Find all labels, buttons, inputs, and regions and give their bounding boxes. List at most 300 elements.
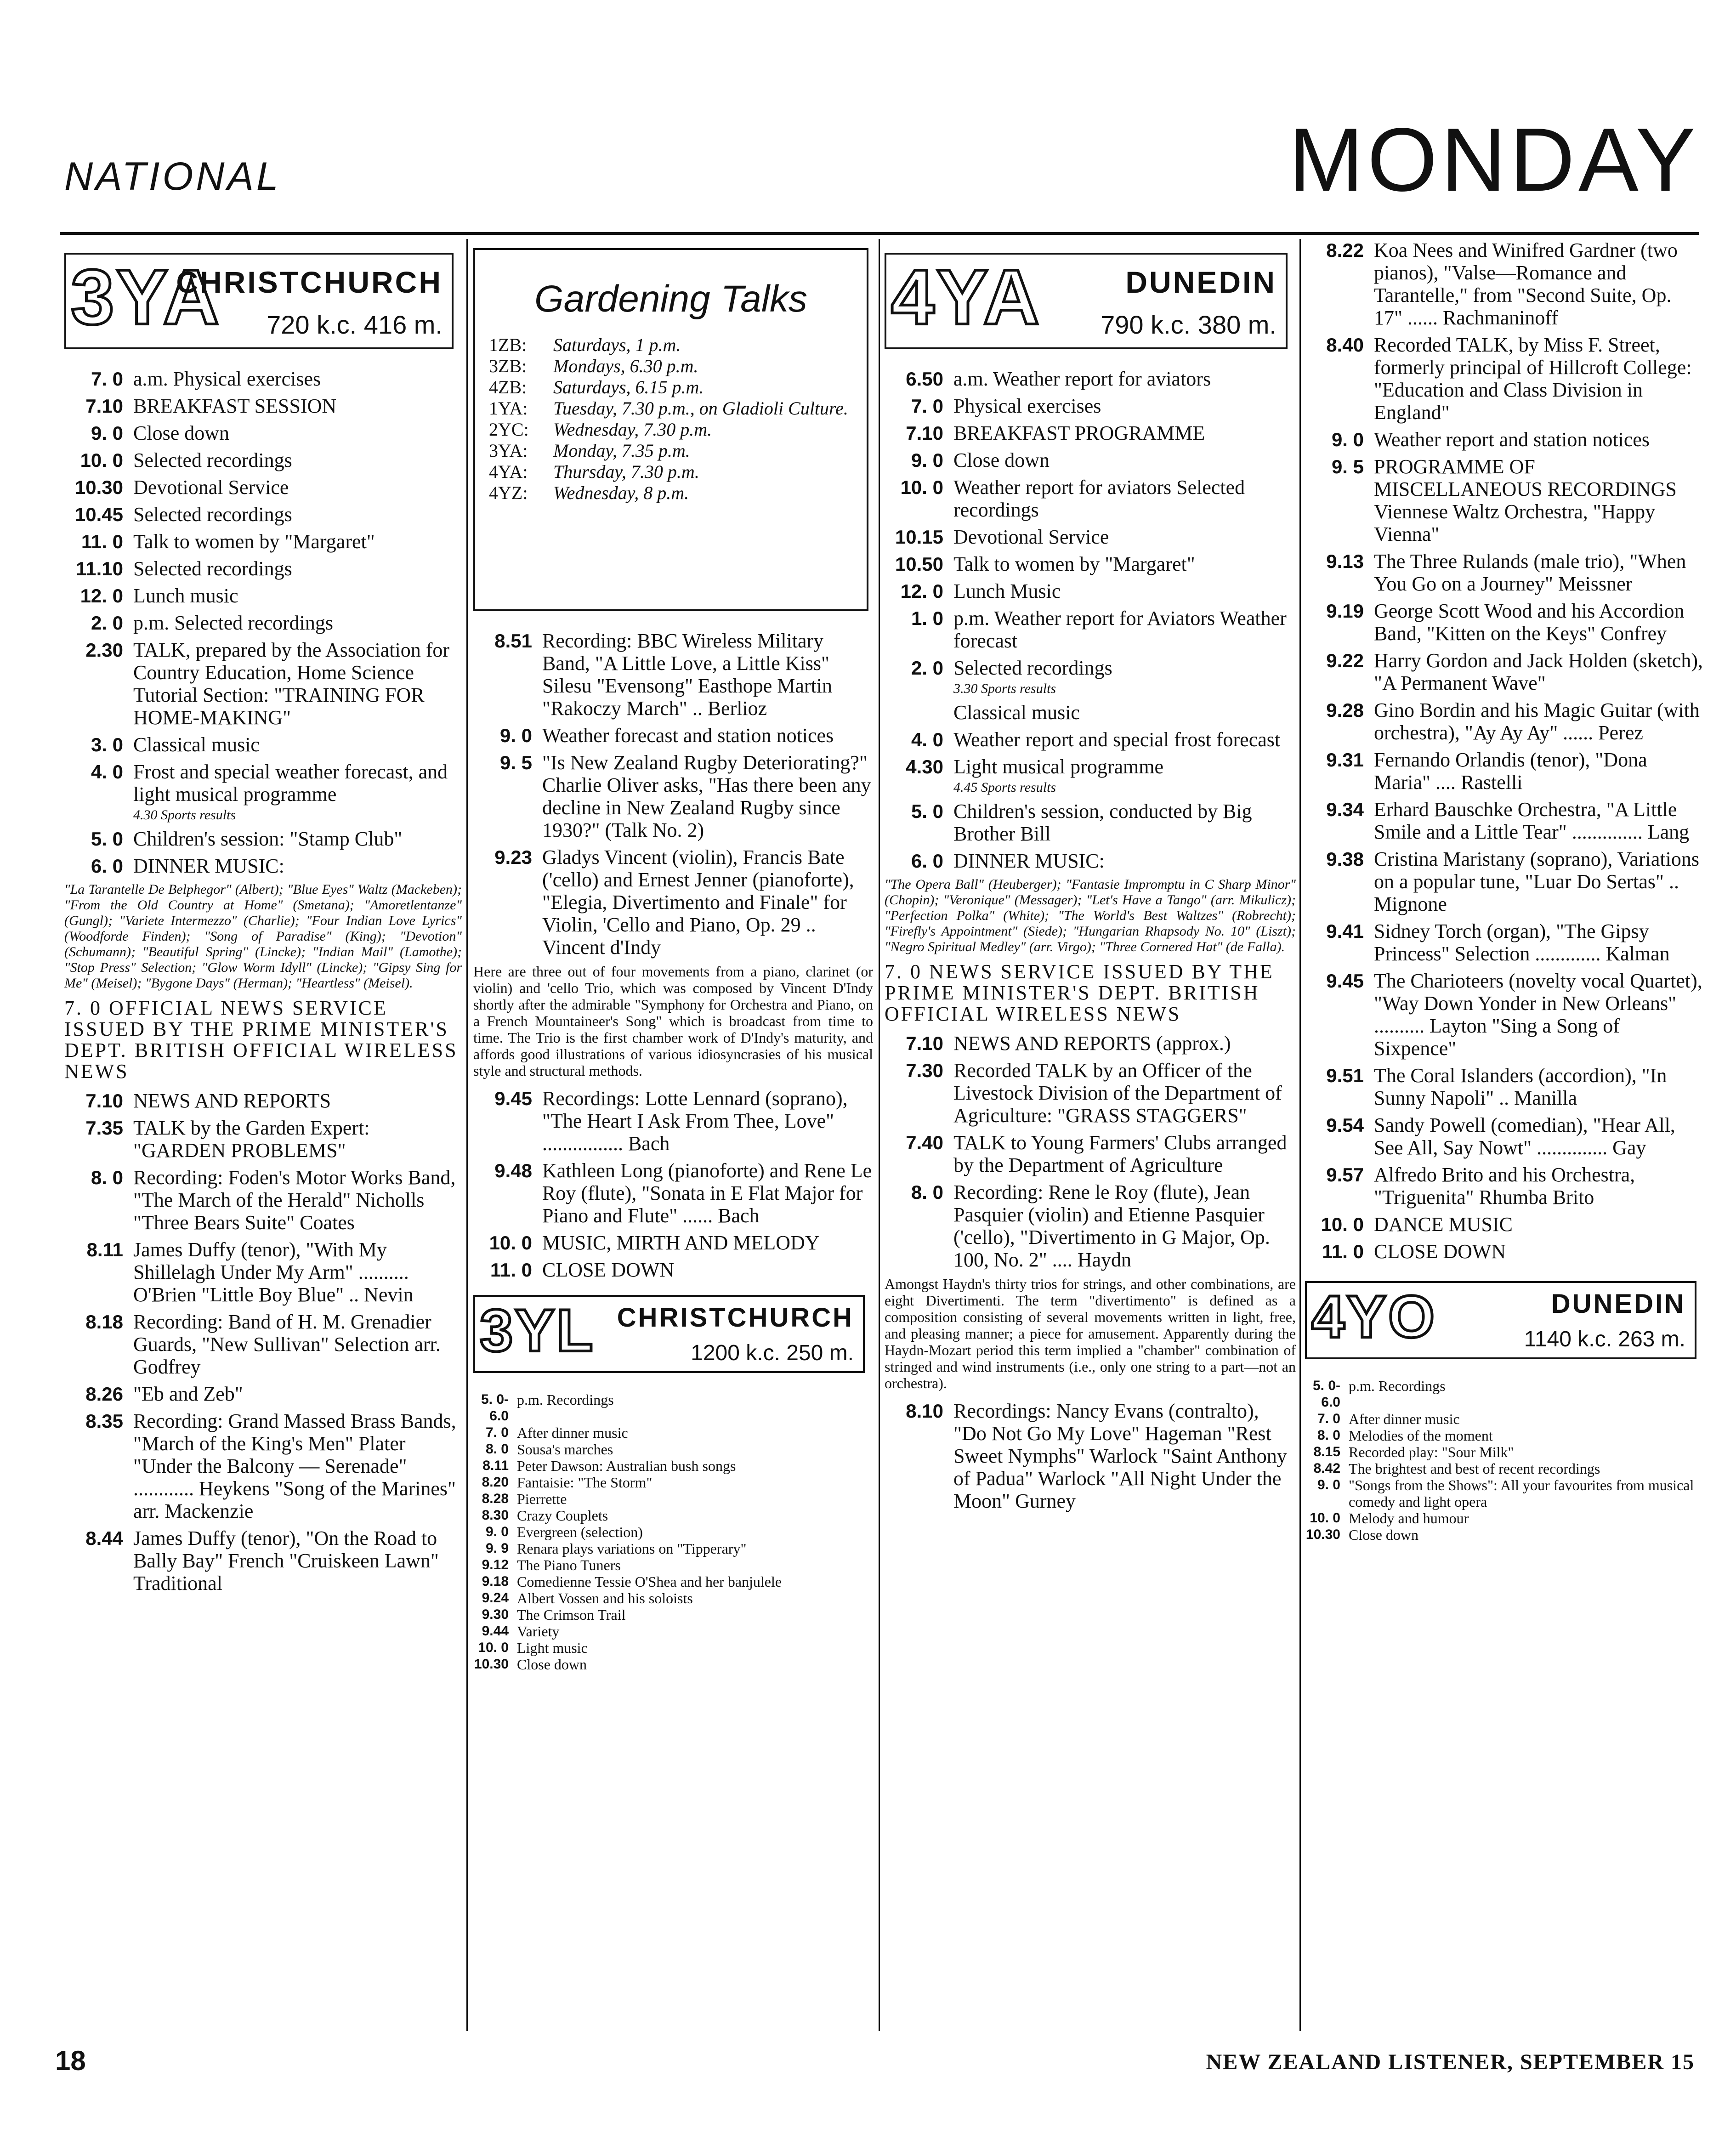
header-rule — [60, 232, 1699, 235]
entry-time: 9. 0 — [91, 422, 123, 444]
entry-time: 9.34 — [1326, 799, 1364, 820]
entry-text: Frost and special weather forecast, and light musical programme — [133, 760, 448, 806]
programme-entry — [473, 1623, 873, 1640]
gardening-station: 4ZB: — [489, 377, 527, 397]
entry-text: Sousa's marches — [517, 1441, 613, 1458]
entry-text: CLOSE DOWN — [542, 1259, 675, 1281]
entry-time: 10.30 — [474, 1657, 509, 1672]
programme-list — [885, 1032, 1296, 1271]
entry-text: Weather forecast and station notices — [542, 724, 834, 747]
entry-time: 10.45 — [74, 504, 123, 525]
entry-time: 5. 0-6.0 — [481, 1392, 509, 1424]
gardening-time: Wednesday, 7.30 p.m. — [553, 419, 712, 440]
programme-entry — [473, 1590, 873, 1606]
entry-time: 10.30 — [74, 477, 123, 498]
programme-description: Here are three out of four movements from a piano, clarinet (or violin) and 'cello Trio, which was composed by Vincent D'Indy shortly after the admirable "Symphony for Orchestra and Piano, on a French Mountaineer's Song" which is broadcast from time to time. The Trio is the first chamber work of D'Indy's maturity, and affords good illustrations of various idiosyncrasies of his musical style and structural methods. — [473, 963, 873, 1079]
entry-time: 8. 0 — [91, 1167, 123, 1188]
entry-time: 9.41 — [1326, 920, 1364, 942]
entry-time: 9. 5 — [1331, 456, 1364, 477]
entry-text: Gino Bordin and his Magic Guitar (with orchestra), "Ay Ay Ay" ...... Perez — [1374, 699, 1700, 744]
programme-entry — [64, 476, 462, 499]
entry-text: Peter Dawson: Australian bush songs — [517, 1458, 736, 1474]
entry-text: Close down — [953, 449, 1050, 471]
programme-entry — [1305, 1378, 1705, 1411]
entry-time: 8.42 — [1313, 1461, 1340, 1476]
entry-text: Recorded play: "Sour Milk" — [1349, 1444, 1514, 1460]
entry-time: 9.38 — [1326, 848, 1364, 870]
entry-text: The Charioteers (novelty vocal Quartet), "Way Down Yonder in New Orleans" .......... Layton "Sing a Song of Sixpence" — [1374, 970, 1702, 1060]
entry-time: 3. 0 — [91, 734, 123, 755]
programme-description: Amongst Haydn's thirty trios for strings, and other combinations, are eight Divertimenti. The term "divertimento" is defined as a composition consisting of several movements written in light, free, and pleasing manner; a piece for amusement. Apparently during the Haydn-Mozart period this term implied a "chamber" combination of stringed and wind instruments (i.e., only one string to a part—not an orchestra). — [885, 1276, 1296, 1391]
news-service-heading: 7. 0 OFFICIAL NEWS SERVICE ISSUED BY THE PRIME MINISTER'S DEPT. BRITISH OFFICIAL WIRELESS NEWS — [64, 997, 458, 1083]
entry-time: 9. 5 — [499, 752, 532, 773]
programme-list — [885, 1400, 1296, 1512]
programme-entry — [1305, 1444, 1705, 1460]
entry-text: Comedienne Tessie O'Shea and her banjulele — [517, 1573, 782, 1590]
programme-entry — [473, 751, 873, 841]
entry-time: 6.50 — [906, 368, 943, 390]
programme-note: 3.30 Sports results — [953, 681, 1056, 696]
entry-time: 7.10 — [85, 395, 123, 417]
entry-text: Fernando Orlandis (tenor), "Dona Maria" .... Rastelli — [1374, 749, 1647, 794]
entry-text: Melodies of the moment — [1349, 1427, 1493, 1444]
entry-text: Cristina Maristany (soprano), Variations on a popular tune, "Luar Do Sertas" .. Mignone — [1374, 848, 1699, 915]
entry-time: 4. 0 — [91, 761, 123, 783]
gardening-row — [489, 335, 853, 356]
news-service-heading: 7. 0 NEWS SERVICE ISSUED BY THE PRIME MINISTER'S DEPT. BRITISH OFFICIAL WIRELESS NEWS — [885, 960, 1274, 1025]
entry-time: 8.10 — [906, 1400, 943, 1422]
programme-entry — [473, 1507, 873, 1524]
column-3ya — [64, 239, 462, 2047]
entry-text: TALK, prepared by the Association for Country Education, Home Science Tutorial Section: "TRAINING FOR HOME-MAKING" — [133, 639, 450, 729]
entry-time: 8.30 — [482, 1508, 509, 1523]
entry-text: The brightest and best of recent recordings — [1349, 1460, 1600, 1477]
entry-time: 6. 0 — [911, 850, 943, 872]
programme-entry — [885, 1131, 1296, 1176]
entry-time: 10. 0 — [80, 449, 123, 471]
station-call: 3YL — [480, 1297, 595, 1364]
entry-time: 9.13 — [1326, 550, 1364, 572]
programme-list — [64, 1090, 462, 1595]
entry-time: 9.51 — [1326, 1065, 1364, 1086]
entry-text: Light music — [517, 1640, 588, 1656]
entry-time: 7.10 — [85, 1090, 123, 1112]
gardening-row — [489, 482, 853, 504]
programme-entry — [64, 395, 462, 417]
entry-time: 9. 0 — [485, 1524, 509, 1539]
programme-entry — [1305, 428, 1705, 451]
programme-entry — [885, 1059, 1296, 1127]
programme-list — [64, 828, 462, 877]
programme-entry — [885, 701, 1296, 724]
entry-text: DINNER MUSIC: — [953, 850, 1105, 872]
programme-entry — [473, 724, 873, 747]
entry-text: Gladys Vincent (violin), Francis Bate ('cello) and Ernest Jenner (pianoforte), "Elegia, Divertimento and Finale" for Violin, 'Cello and Piano, Op. 29 .. Vincent d'Indy — [542, 846, 854, 959]
programme-entry — [64, 612, 462, 634]
programme-entry — [1305, 1163, 1705, 1209]
programme-entry — [64, 828, 462, 850]
entry-text: BREAKFAST PROGRAMME — [953, 422, 1205, 444]
entry-time: 9. 0 — [911, 449, 943, 471]
entry-time: 10. 0 — [900, 477, 943, 498]
programme-list — [885, 800, 1296, 872]
entry-time: 10.15 — [895, 526, 943, 548]
programme-entry — [1305, 798, 1705, 843]
programme-entry — [885, 850, 1296, 872]
entry-text: Weather report for aviators Selected recordings — [953, 476, 1245, 521]
programme-entry — [473, 1640, 873, 1656]
entry-text: George Scott Wood and his Accordion Band, "Kitten on the Keys" Confrey — [1374, 600, 1685, 645]
programme-entry — [1305, 239, 1705, 329]
entry-text: Recording: Grand Massed Brass Bands, "March of the King's Men" Plater "Under the Balcony — Serenade" ............ Heykens "Song of the Marines" arr. Mackenzie — [133, 1410, 456, 1522]
entry-text: Selected recordings — [133, 503, 292, 526]
entry-time: 5. 0 — [91, 828, 123, 850]
entry-time: 7.30 — [906, 1060, 943, 1081]
programme-entry — [1305, 455, 1705, 545]
entry-time: 9.18 — [482, 1574, 509, 1589]
programme-entry — [1305, 1510, 1705, 1526]
programme-entry — [1305, 1460, 1705, 1477]
programme-entry — [473, 1474, 873, 1491]
gardening-time: Tuesday, 7.30 p.m., on Gladioli Culture. — [553, 398, 848, 419]
programme-entry — [1305, 848, 1705, 915]
entry-time: 9.44 — [482, 1623, 509, 1639]
programme-entry — [1305, 920, 1705, 965]
entry-time: 7.10 — [906, 422, 943, 444]
station-city: DUNEDIN — [1551, 1289, 1685, 1319]
gardening-time: Mondays, 6.30 p.m. — [553, 356, 698, 376]
programme-entry — [64, 855, 462, 877]
entry-time: 11. 0 — [1322, 1241, 1364, 1262]
entry-time: 10. 0 — [478, 1640, 509, 1655]
entry-time: 7.10 — [906, 1033, 943, 1054]
dinner-music-list: "The Opera Ball" (Heuberger); "Fantasie Impromptu in C Sharp Minor" (Chopin); "Veronique" (Messager); "Let's Have a Tango" (arr. Mikulicz); "Perfection Polka" (White); "The World's Best Waltzes" (Robrecht); "Firefly's Appointment" (Siede); "Hungarian Rhapsody No. 10" (Liszt); "Negro Spiritual Medley" (arr. Virgo); "Three Cornered Hat" (de Falla). — [885, 877, 1296, 954]
programme-entry — [885, 1181, 1296, 1271]
programme-entry — [473, 1573, 873, 1590]
entry-time: 9.31 — [1326, 749, 1364, 771]
entry-time: 6. 0 — [91, 855, 123, 877]
entry-time: 8.40 — [1326, 334, 1364, 356]
programme-entry — [885, 1032, 1296, 1055]
entry-text: Talk to women by "Margaret" — [133, 530, 375, 553]
entry-text: "Is New Zealand Rugby Deteriorating?" Charlie Oliver asks, "Has there been any decline in New Zealand Rugby since 1930?" (Talk No. 2) — [542, 751, 871, 841]
entry-text: Crazy Couplets — [517, 1507, 608, 1524]
programme-entry — [1305, 749, 1705, 794]
programme-list — [885, 701, 1296, 778]
programme-entry — [64, 1117, 462, 1162]
gardening-row — [489, 398, 853, 419]
entry-text: p.m. Recordings — [517, 1391, 614, 1408]
entry-time: 11. 0 — [81, 531, 123, 552]
day-title: MONDAY — [1288, 109, 1699, 210]
entry-text: Devotional Service — [133, 476, 289, 499]
publication-footer: NEW ZEALAND LISTENER, SEPTEMBER 15 — [1206, 2050, 1695, 2074]
entry-text: The Three Rulands (male trio), "When You Go on a Journey" Meissner — [1374, 550, 1686, 595]
column-divider — [1299, 239, 1301, 2031]
programme-entry — [885, 476, 1296, 521]
entry-text: Recording: Rene le Roy (flute), Jean Pasquier (violin) and Etienne Pasquier ('cello), "Divertimento in G Major, Op. 100, No. 2" .... Haydn — [953, 1181, 1270, 1271]
entry-text: Evergreen (selection) — [517, 1524, 643, 1540]
entry-text: Harry Gordon and Jack Holden (sketch), "A Permanent Wave" — [1374, 649, 1703, 694]
entry-time: 2. 0 — [91, 612, 123, 634]
station-call: 3YA — [71, 254, 221, 341]
entry-time: 4.30 — [906, 756, 943, 777]
entry-text: Recording: Foden's Motor Works Band, "The March of the Herald" Nicholls "Three Bears Suite" Coates — [133, 1166, 456, 1234]
station-city: CHRISTCHURCH — [176, 265, 443, 299]
programme-entry — [473, 1231, 873, 1254]
gardening-time: Thursday, 7.30 p.m. — [553, 461, 699, 482]
programme-entry — [473, 1458, 873, 1474]
entry-text: NEWS AND REPORTS (approx.) — [953, 1032, 1231, 1055]
programme-entry — [885, 728, 1296, 751]
programme-entry — [64, 1410, 462, 1522]
entry-time: 9.45 — [1326, 970, 1364, 992]
entry-text: Classical music — [133, 733, 260, 756]
entry-text: Koa Nees and Winifred Gardner (two pianos), "Valse—Romance and Tarantelle," from "Second Suite, Op. 17" ...... Rachmaninoff — [1374, 239, 1678, 329]
entry-text: Classical music — [953, 701, 1080, 724]
entry-time: 1. 0 — [911, 607, 943, 629]
entry-text: Children's session: "Stamp Club" — [133, 828, 403, 850]
entry-text: "Eb and Zeb" — [133, 1383, 243, 1405]
entry-text: CLOSE DOWN — [1374, 1240, 1506, 1263]
entry-text: Pierrette — [517, 1491, 567, 1507]
entry-time: 8.51 — [494, 630, 532, 652]
entry-time: 8.44 — [85, 1527, 123, 1549]
dinner-music-list: "La Tarantelle De Belphegor" (Albert); "Blue Eyes" Waltz (Mackeben); "From the Old Country at Home" (Smetana); "Amoretlentanze" (Gungl); "Variete Intermezzo" (Charlie); "Four Indian Love Lyrics" (Woodforde Finden); "Song of Paradise" (King); "Devotion" (Schumann); "Beautiful Spring" (Lincke); "Indian Mail" (Lamothe); "Stop Press" Selection; "Glow Worm Idyll" (Lincke); "Gipsy Sing for Me" (Meisel); "Bygone Days" (Herman); "Heartless" (Meisel). — [64, 882, 462, 991]
entry-time: 9.54 — [1326, 1114, 1364, 1136]
entry-text: Selected recordings — [133, 449, 292, 471]
column-continued — [1305, 239, 1705, 2047]
entry-text: TALK by the Garden Expert: "GARDEN PROBLEMS" — [133, 1117, 370, 1162]
programme-entry — [64, 639, 462, 729]
station-frequency: 1140 k.c. 263 m. — [1524, 1327, 1685, 1351]
entry-text: Kathleen Long (pianoforte) and Rene Le Roy (flute), "Sonata in E Flat Major for Piano and Flute" ...... Bach — [542, 1159, 872, 1227]
entry-time: 8.18 — [85, 1311, 123, 1333]
entry-text: Recorded TALK, by Miss F. Street, formerly principal of Hillcroft College: "Education and Class Division in England" — [1374, 334, 1692, 424]
gardening-title: Gardening Talks — [534, 278, 808, 320]
entry-time: 7.40 — [906, 1132, 943, 1153]
entry-text: Selected recordings — [133, 557, 292, 580]
entry-time: 10. 0 — [1321, 1214, 1364, 1235]
programme-entry — [473, 1087, 873, 1155]
programme-list — [64, 368, 462, 806]
gardening-row — [489, 461, 853, 482]
station-frequency: 720 k.c. 416 m. — [267, 310, 443, 339]
entry-time: 8. 0 — [485, 1441, 509, 1457]
entry-text: Renara plays variations on "Tipperary" — [517, 1540, 747, 1557]
gardening-time: Saturdays, 6.15 p.m. — [553, 377, 704, 397]
programme-entry — [64, 1527, 462, 1595]
programme-entry — [885, 1400, 1296, 1512]
programme-entry — [885, 526, 1296, 548]
gardening-list — [489, 335, 853, 504]
programme-entry — [885, 657, 1296, 679]
station-city: DUNEDIN — [1125, 265, 1276, 299]
entry-time: 7. 0 — [485, 1425, 509, 1440]
small-programme-list — [473, 1391, 873, 1673]
entry-time: 11. 0 — [490, 1259, 532, 1281]
entry-text: DANCE MUSIC — [1374, 1213, 1513, 1236]
programme-entry — [473, 1491, 873, 1507]
entry-text: MUSIC, MIRTH AND MELODY — [542, 1231, 820, 1254]
entry-time: 9. 0 — [1317, 1477, 1340, 1492]
station-call: 4YO — [1311, 1283, 1437, 1350]
entry-text: p.m. Weather report for Aviators Weather forecast — [953, 607, 1287, 652]
programme-entry — [885, 368, 1296, 390]
programme-entry — [64, 422, 462, 444]
entry-text: The Piano Tuners — [517, 1557, 621, 1573]
station-frequency: 790 k.c. 380 m. — [1101, 310, 1276, 339]
entry-text: NEWS AND REPORTS — [133, 1090, 331, 1112]
entry-time: 12. 0 — [80, 585, 123, 607]
entry-time: 9.24 — [482, 1590, 509, 1606]
station-banner-4yo — [1305, 1281, 1696, 1359]
gardening-row — [489, 419, 853, 440]
entry-time: 9. 0 — [1331, 429, 1364, 450]
entry-text: Sandy Powell (comedian), "Hear All, See All, Say Nowt" .............. Gay — [1374, 1114, 1675, 1159]
page-number: 18 — [55, 2045, 86, 2076]
entry-text: Weather report and station notices — [1374, 428, 1650, 451]
entry-time: 9. 0 — [499, 725, 532, 746]
entry-text: Lunch Music — [953, 580, 1061, 602]
entry-text: Close down — [133, 422, 229, 444]
programme-note: 4.30 Sports results — [133, 807, 236, 823]
entry-time: 8.11 — [482, 1458, 509, 1473]
programme-entry — [473, 1259, 873, 1281]
entry-text: Fantaisie: "The Storm" — [517, 1474, 652, 1491]
entry-text: Alfredo Brito and his Orchestra, "Triguenita" Rhumba Brito — [1374, 1163, 1635, 1209]
entry-time: 8.11 — [86, 1239, 123, 1260]
gardening-station: 4YA: — [489, 461, 528, 482]
programme-entry — [1305, 1213, 1705, 1236]
programme-entry — [1305, 1064, 1705, 1109]
entry-text: TALK to Young Farmers' Clubs arranged by the Department of Agriculture — [953, 1131, 1287, 1176]
entry-time: 8.28 — [482, 1491, 509, 1506]
gardening-row — [489, 356, 853, 377]
entry-text: The Coral Islanders (accordion), "In Sunny Napoli" .. Manilla — [1374, 1064, 1667, 1109]
programme-entry — [64, 368, 462, 390]
station-city: CHRISTCHURCH — [617, 1303, 854, 1333]
entry-time: 9.22 — [1326, 650, 1364, 671]
programme-entry — [64, 1311, 462, 1378]
station-banner-4ya — [885, 253, 1288, 349]
entry-text: a.m. Physical exercises — [133, 368, 321, 390]
entry-time: 2.30 — [85, 639, 123, 661]
section-label: NATIONAL — [64, 154, 281, 199]
entry-time: 9.45 — [494, 1088, 532, 1109]
entry-text: Children's session, conducted by Big Brother Bill — [953, 800, 1252, 845]
entry-time: 7. 0 — [91, 368, 123, 390]
entry-time: 9.19 — [1326, 600, 1364, 622]
entry-text: Selected recordings — [953, 657, 1112, 679]
entry-text: p.m. Selected recordings — [133, 612, 333, 634]
programme-entry — [64, 1090, 462, 1112]
programme-entry — [473, 1540, 873, 1557]
gardening-station: 3YA: — [489, 440, 528, 461]
entry-text: Talk to women by "Margaret" — [953, 553, 1195, 575]
programme-entry — [885, 422, 1296, 444]
gardening-station: 1YA: — [489, 398, 528, 419]
programme-entry — [64, 449, 462, 471]
programme-entry — [473, 1557, 873, 1573]
entry-time: 9.28 — [1326, 699, 1364, 721]
entry-time: 8. 0 — [1317, 1428, 1340, 1443]
entry-text: Erhard Bauschke Orchestra, "A Little Smile and a Little Tear" .............. Lang — [1374, 798, 1690, 843]
entry-text: p.m. Recordings — [1349, 1378, 1446, 1394]
small-programme-list — [1305, 1378, 1705, 1543]
entry-text: Light musical programme — [953, 755, 1163, 778]
programme-entry — [885, 580, 1296, 602]
programme-entry — [1305, 1427, 1705, 1444]
programme-entry — [1305, 1526, 1705, 1543]
entry-text: Sidney Torch (organ), "The Gipsy Princess" Selection ............. Kalman — [1374, 920, 1670, 965]
station-call: 4YA — [891, 254, 1042, 341]
entry-time: 5. 0 — [911, 800, 943, 822]
gardening-station: 2YC: — [489, 419, 529, 440]
gardening-time: Monday, 7.35 p.m. — [553, 440, 690, 461]
entry-text: Melody and humour — [1349, 1510, 1469, 1526]
entry-text: BREAKFAST SESSION — [133, 395, 337, 417]
programme-entry — [885, 607, 1296, 652]
entry-text: DINNER MUSIC: — [133, 855, 284, 877]
entry-text: After dinner music — [1349, 1411, 1460, 1427]
entry-time: 9.57 — [1326, 1164, 1364, 1186]
entry-text: After dinner music — [517, 1424, 628, 1441]
programme-entry — [1305, 600, 1705, 645]
entry-time: 7. 0 — [911, 395, 943, 417]
programme-entry — [64, 1166, 462, 1234]
entry-text: Physical exercises — [953, 395, 1101, 417]
programme-entry — [1305, 550, 1705, 595]
entry-time: 8. 0 — [911, 1181, 943, 1203]
entry-time: 4. 0 — [911, 729, 943, 750]
entry-text: "Songs from the Shows": All your favourites from musical comedy and light opera — [1349, 1477, 1694, 1510]
entry-time: 8.26 — [85, 1383, 123, 1405]
entry-time: 9.48 — [494, 1160, 532, 1181]
station-frequency: 1200 k.c. 250 m. — [691, 1341, 854, 1365]
programme-entry — [473, 1159, 873, 1227]
entry-text: Variety — [517, 1623, 560, 1640]
programme-entry — [64, 584, 462, 607]
column-gardening — [473, 239, 873, 2047]
entry-text: Close down — [1349, 1526, 1418, 1543]
station-banner-3yl — [473, 1295, 865, 1373]
programme-entry — [1305, 1240, 1705, 1263]
entry-time: 8.20 — [482, 1475, 509, 1490]
entry-time: 9.30 — [482, 1607, 509, 1622]
programme-entry — [473, 1606, 873, 1623]
programme-entry — [473, 1424, 873, 1441]
programme-entry — [1305, 699, 1705, 744]
entry-time — [885, 701, 953, 724]
column-divider — [466, 239, 468, 2031]
programme-entry — [473, 630, 873, 720]
entry-text: Recording: BBC Wireless Military Band, "A Little Love, a Little Kiss" Silesu "Evensong" Easthope Martin "Rakoczy March" .. Berlioz — [542, 630, 833, 720]
programme-entry — [64, 503, 462, 526]
entry-time: 5. 0-6.0 — [1312, 1378, 1340, 1410]
entry-time: 9.12 — [482, 1557, 509, 1572]
entry-time: 11.10 — [76, 558, 123, 579]
entry-time: 10.50 — [895, 553, 943, 575]
programme-entry — [1305, 970, 1705, 1060]
entry-text: Weather report and special frost forecast — [953, 728, 1281, 751]
programme-entry — [1305, 1114, 1705, 1159]
gardening-station: 4YZ: — [489, 482, 528, 503]
programme-entry — [1305, 1411, 1705, 1427]
column-divider — [879, 239, 880, 2031]
programme-entry — [64, 1383, 462, 1405]
programme-entry — [473, 1391, 873, 1424]
